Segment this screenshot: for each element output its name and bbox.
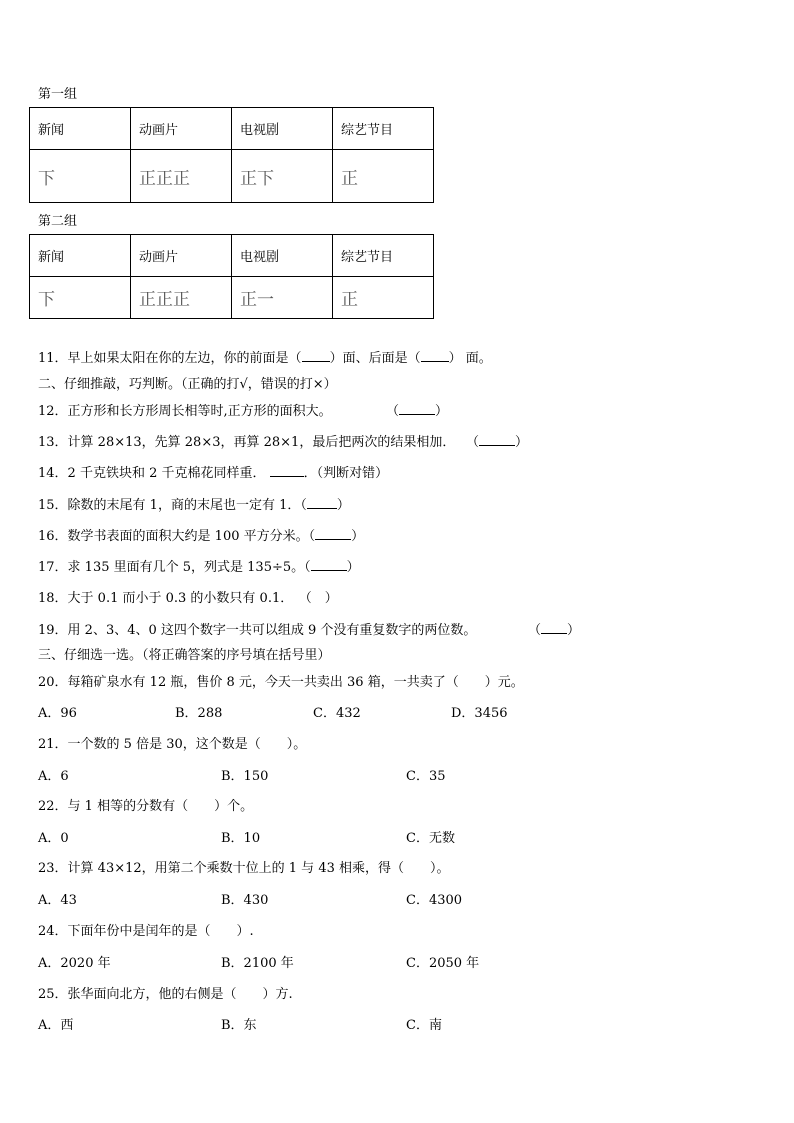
- option-a[interactable]: A．西: [38, 1018, 74, 1033]
- tally-variety: 正: [333, 277, 434, 319]
- question-13-answer: （ ）: [466, 435, 529, 450]
- tally-cartoon: 正正正: [131, 150, 232, 203]
- option-c[interactable]: C．2050 年: [406, 956, 480, 971]
- option-b[interactable]: B．2100 年: [221, 956, 294, 971]
- question-22: 22．与 1 相等的分数有（ ）个。: [38, 799, 254, 814]
- tally-tv-drama: 正一: [232, 277, 333, 319]
- header-news: 新闻: [30, 108, 131, 150]
- answer-blank[interactable]: [421, 349, 449, 362]
- question-12: 12．正方形和长方形周长相等时,正方形的面积大。: [38, 404, 332, 419]
- group1-table: [29, 107, 434, 203]
- option-b[interactable]: B．东: [221, 1018, 257, 1033]
- question-18: 18．大于 0.1 而小于 0.3 的小数只有 0.1． （ ）: [38, 591, 338, 606]
- question-19: 19．用 2、3、4、0 这四个数字一共可以组成 9 个没有重复数字的两位数。: [38, 623, 477, 638]
- tally-variety: 正: [333, 150, 434, 203]
- option-c[interactable]: C．无数: [406, 831, 455, 846]
- question-19-answer: （ ）: [528, 623, 581, 638]
- answer-blank[interactable]: [302, 349, 330, 362]
- option-a[interactable]: A．0: [38, 831, 69, 846]
- option-a[interactable]: A．2020 年: [38, 956, 111, 971]
- answer-blank[interactable]: [311, 558, 347, 571]
- option-c[interactable]: C．35: [406, 769, 446, 784]
- tally-tv-drama: 正下: [232, 150, 333, 203]
- question-12-answer: （ ）: [386, 404, 449, 419]
- option-b[interactable]: B．150: [221, 769, 269, 784]
- header-cartoon: 动画片: [131, 108, 232, 150]
- option-a[interactable]: A．96: [38, 706, 77, 721]
- question-24: 24．下面年份中是闰年的是（ ）.: [38, 924, 254, 939]
- answer-blank[interactable]: [270, 464, 304, 477]
- header-variety: 综艺节目: [333, 108, 434, 150]
- option-b[interactable]: B．288: [175, 706, 223, 721]
- tally-news: 下: [30, 277, 131, 319]
- question-15: 15．除数的末尾有 1，商的末尾也一定有 1．（ ）: [38, 498, 350, 513]
- question-16: 16．数学书表面的面积大约是 100 平方分米。（ ）: [38, 529, 365, 544]
- answer-blank[interactable]: [541, 621, 567, 634]
- section-3-heading: 三、仔细选一选。（将正确答案的序号填在括号里）: [38, 648, 331, 663]
- option-d[interactable]: D．3456: [451, 706, 508, 721]
- question-20: 20．每箱矿泉水有 12 瓶，售价 8 元，今天一共卖出 36 箱，一共卖了（ ）元。: [38, 675, 524, 690]
- tally-cartoon: 正正正: [131, 277, 232, 319]
- question-25: 25．张华面向北方，他的右侧是（ ）方.: [38, 987, 293, 1002]
- question-11: 11．早上如果太阳在你的左边，你的前面是（ ）面、后面是（ ） 面。: [38, 351, 492, 366]
- question-21: 21．一个数的 5 倍是 30，这个数是（ ）。: [38, 737, 307, 752]
- option-b[interactable]: B．10: [221, 831, 261, 846]
- answer-blank[interactable]: [307, 496, 337, 509]
- question-17: 17．求 135 里面有几个 5，列式是 135÷5。（ ）: [38, 560, 360, 575]
- header-tv-drama: 电视剧: [232, 108, 333, 150]
- group2-table: [29, 234, 434, 319]
- header-cartoon: 动画片: [131, 235, 232, 277]
- header-tv-drama: 电视剧: [232, 235, 333, 277]
- answer-blank[interactable]: [399, 402, 435, 415]
- question-23: 23．计算 43×12，用第二个乘数十位上的 1 与 43 相乘，得（ ）。: [38, 861, 450, 876]
- header-variety: 综艺节目: [333, 235, 434, 277]
- section-2-heading: 二、仔细推敲，巧判断。（正确的打√，错误的打×）: [38, 377, 337, 392]
- group2-label: 第二组: [38, 214, 78, 229]
- option-a[interactable]: A．43: [38, 893, 77, 908]
- tally-news: 下: [30, 150, 131, 203]
- option-b[interactable]: B．430: [221, 893, 269, 908]
- answer-paren[interactable]: （ ）: [305, 591, 338, 606]
- question-13: 13．计算 28×13，先算 28×3，再算 28×1，最后把两次的结果相加．: [38, 435, 456, 450]
- option-c[interactable]: C．4300: [406, 893, 463, 908]
- option-a[interactable]: A．6: [38, 769, 69, 784]
- option-c[interactable]: C．432: [313, 706, 361, 721]
- answer-blank[interactable]: [479, 433, 515, 446]
- answer-blank[interactable]: [315, 527, 351, 540]
- header-news: 新闻: [30, 235, 131, 277]
- option-c[interactable]: C．南: [406, 1018, 442, 1033]
- question-14: 14．2 千克铁块和 2 千克棉花同样重． ．（判断对错）: [38, 466, 389, 481]
- group1-label: 第一组: [38, 87, 78, 102]
